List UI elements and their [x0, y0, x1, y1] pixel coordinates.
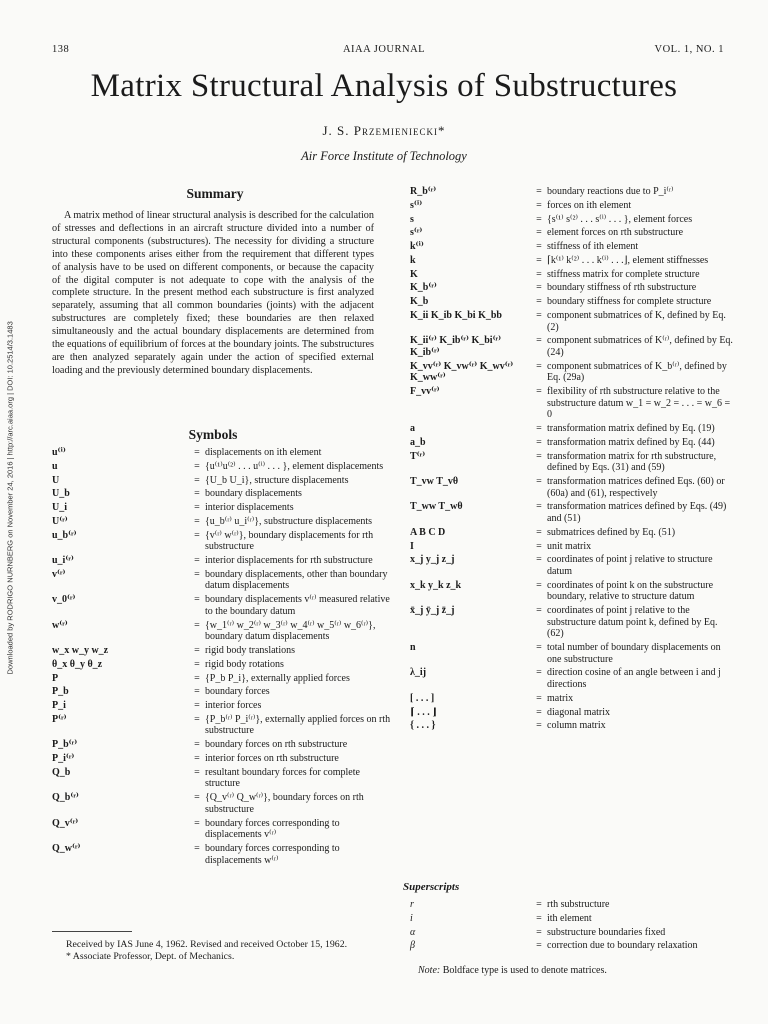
symbols-table-left: [52, 447, 391, 868]
symbol-row: [52, 447, 391, 461]
equals-sign: =: [536, 254, 542, 266]
paper-title: Matrix Structural Analysis of Substructures: [90, 68, 678, 104]
symbol-term: u⁽ⁱ⁾: [52, 447, 66, 458]
symbol-term: v⁽ʳ⁾: [52, 568, 66, 580]
equals-sign: =: [194, 753, 200, 765]
symbol-definition: boundary displacements, other than boundary datum displacements: [205, 568, 388, 592]
symbol-row: [410, 310, 733, 335]
equals-sign: =: [536, 667, 542, 679]
equals-sign: =: [536, 605, 542, 617]
symbol-definition: transformation matrix defined by Eq. (44): [547, 436, 715, 448]
symbol-row: [52, 792, 391, 817]
symbol-term: K_b: [410, 296, 429, 308]
symbol-row: [52, 700, 391, 714]
symbol-row: [52, 767, 391, 792]
equals-sign: =: [194, 447, 200, 458]
symbol-term: x̄_j ȳ_j z̄_j: [410, 605, 455, 617]
symbol-definition: component submatrices of K, defined by Eq. (2): [547, 310, 726, 333]
summary-heading: Summary: [186, 186, 244, 201]
symbol-row: [410, 282, 733, 296]
equals-sign: =: [536, 360, 542, 372]
equals-sign: =: [536, 436, 542, 448]
symbol-row: [52, 659, 391, 673]
symbol-row: [410, 255, 733, 269]
symbol-term: P⁽ʳ⁾: [52, 713, 67, 725]
symbol-definition: component submatrices of K_b⁽ʳ⁾, defined by Eq. (29a): [547, 360, 727, 384]
symbol-term: P_i⁽ʳ⁾: [52, 753, 75, 765]
symbol-term: K_vv⁽ʳ⁾ K_vw⁽ʳ⁾ K_wv⁽ʳ⁾ K_ww⁽ʳ⁾: [410, 360, 514, 384]
equals-sign: =: [536, 579, 542, 591]
symbol-term: u_b⁽ʳ⁾: [52, 529, 77, 541]
symbol-definition: ⌈k⁽¹⁾ k⁽²⁾ . . . k⁽ⁱ⁾ . . .⌋, element stiffnesses: [547, 254, 709, 266]
equals-sign: =: [194, 644, 200, 656]
symbol-definition: coordinates of point j relative to structure datum: [547, 554, 713, 577]
equals-sign: =: [194, 658, 200, 670]
symbol-row: [52, 516, 391, 530]
equals-sign: =: [536, 501, 542, 513]
symbol-definition: boundary reactions due to P_i⁽ʳ⁾: [547, 186, 674, 197]
symbol-term: β: [410, 940, 415, 952]
equals-sign: =: [536, 692, 542, 704]
symbol-row: [410, 214, 733, 228]
symbol-term: R_b⁽ʳ⁾: [410, 186, 437, 197]
equals-sign: =: [194, 594, 200, 606]
symbol-term: [ . . . ]: [410, 692, 435, 704]
symbol-term: s⁽ʳ⁾: [410, 227, 423, 239]
symbol-row: [410, 451, 733, 476]
symbol-definition: boundary displacements: [205, 488, 302, 500]
author-name: J. S. Przemieniecki*: [322, 123, 446, 138]
superscript-row: [410, 927, 733, 941]
symbol-term: U⁽ʳ⁾: [52, 515, 68, 527]
symbol-term: v_0⁽ʳ⁾: [52, 594, 76, 606]
symbol-term: w⁽ʳ⁾: [52, 619, 68, 631]
symbol-term: T⁽ʳ⁾: [410, 450, 426, 462]
symbol-definition: boundary forces corresponding to displacements w⁽ʳ⁾: [205, 842, 340, 866]
symbol-row: [52, 555, 391, 569]
equals-sign: =: [194, 817, 200, 829]
author-affiliation: Air Force Institute of Technology: [301, 149, 467, 163]
equals-sign: =: [194, 619, 200, 631]
symbol-term: K_ii⁽ʳ⁾ K_ib⁽ʳ⁾ K_bi⁽ʳ⁾ K_ib⁽ʳ⁾: [410, 335, 502, 358]
page-number: 138: [52, 44, 70, 55]
symbol-definition: correction due to boundary relaxation: [547, 940, 698, 952]
symbol-term: i: [410, 912, 413, 924]
note-text: Boldface type is used to denote matrices.: [442, 965, 607, 976]
equals-sign: =: [536, 199, 542, 211]
symbol-term: w_x w_y w_z: [52, 644, 109, 656]
symbol-row: [410, 580, 733, 605]
symbol-row: [410, 386, 733, 423]
footnotes: [52, 939, 374, 963]
symbol-term: r: [410, 899, 414, 910]
symbol-definition: transformation matrix defined by Eq. (19): [547, 423, 715, 435]
symbol-definition: displacements on ith element: [205, 447, 322, 458]
symbol-definition: rigid body rotations: [205, 658, 284, 670]
symbol-row: [410, 296, 733, 310]
equals-sign: =: [194, 529, 200, 541]
symbol-term: Q_w⁽ʳ⁾: [52, 842, 81, 854]
symbol-row: [410, 200, 733, 214]
equals-sign: =: [536, 706, 542, 718]
symbol-definition: element forces on rth substructure: [547, 227, 684, 239]
symbol-row: [52, 645, 391, 659]
equals-sign: =: [194, 686, 200, 698]
symbol-definition: {U_b U_i}, structure displacements: [205, 474, 349, 486]
equals-sign: =: [194, 460, 200, 472]
symbol-row: [410, 642, 733, 667]
symbol-definition: interior displacements: [205, 502, 294, 514]
symbol-term: n: [410, 642, 416, 654]
symbols-table-right: [410, 186, 733, 734]
equals-sign: =: [536, 310, 542, 322]
symbols-heading: Symbols: [188, 427, 238, 442]
note-label: Note:: [418, 965, 441, 976]
symbol-row: [410, 227, 733, 241]
symbol-row: [410, 423, 733, 437]
superscripts-table: [410, 899, 733, 954]
superscript-row: [410, 940, 733, 954]
symbol-row: [52, 569, 391, 594]
symbol-term: P_b: [52, 686, 69, 698]
symbol-term: I: [410, 540, 414, 552]
equals-sign: =: [536, 912, 542, 924]
equals-sign: =: [194, 766, 200, 778]
symbol-definition: transformation matrices defined Eqs. (60) or (60a) and (61), respectively: [547, 476, 725, 499]
symbol-term: P: [52, 672, 59, 684]
symbol-row: [52, 475, 391, 489]
footnote-received: Received by IAS June 4, 1962. Revised and received October 15, 1962.: [66, 939, 348, 950]
symbol-term: U: [52, 474, 60, 486]
symbol-definition: flexibility of rth substructure relative to the substructure datum w_1 = w_2 = . . . = w_6 = 0: [547, 386, 731, 421]
symbol-definition: {u_b⁽ʳ⁾ u_i⁽ʳ⁾}, substructure displacements: [205, 515, 373, 527]
symbol-term: θ_x θ_y θ_z: [52, 658, 103, 670]
equals-sign: =: [536, 282, 542, 294]
summary-body: A matrix method of linear structural analysis is described for the calculation of stresses and deflections in an aircraft structure divided into a number of structural components (substructures). The necessity for dividing a structure into these components arises either from the requirement that different types of analysis have to be used on different components, or because the capacity of the digital computer is not adequate to cope with the analysis of the complete structure. In the present method each substructure is first analyzed separately, assuming that all common boundaries (joints) with the adjacent substructures are completely fixed; these boundaries are then relaxed simultaneously and the actual boundary displacements are determined from the equations of equilibrium of forces at the boundary joints. The substructures are then analyzed separately again under the action of specified external loading and the previously determined boundary displacements.: [52, 210, 374, 376]
equals-sign: =: [194, 739, 200, 751]
symbol-definition: boundary stiffness for complete structure: [547, 296, 712, 308]
equals-sign: =: [194, 502, 200, 514]
symbol-term: T_vw T_vθ: [410, 476, 459, 488]
superscript-row: [410, 913, 733, 927]
symbol-definition: transformation matrices defined by Eqs. (49) and (51): [547, 501, 727, 525]
symbol-term: U_i: [52, 502, 67, 514]
symbol-term: s: [410, 213, 414, 225]
volume-issue: VOL. 1, NO. 1: [654, 44, 724, 55]
equals-sign: =: [194, 700, 200, 712]
equals-sign: =: [536, 423, 542, 435]
symbol-definition: transformation matrix for rth substructure, defined by Eqs. (31) and (59): [547, 450, 717, 474]
equals-sign: =: [536, 926, 542, 938]
equals-sign: =: [536, 540, 542, 552]
symbol-row: [410, 541, 733, 555]
equals-sign: =: [194, 488, 200, 500]
symbol-row: [410, 554, 733, 579]
equals-sign: =: [536, 899, 542, 910]
symbol-row: [52, 843, 391, 868]
equals-sign: =: [536, 642, 542, 654]
symbol-definition: {P_b⁽ʳ⁾ P_i⁽ʳ⁾}, externally applied forces on rth substructure: [205, 713, 391, 737]
symbol-definition: stiffness of ith element: [547, 241, 639, 253]
equals-sign: =: [194, 842, 200, 854]
equals-sign: =: [536, 940, 542, 952]
symbol-term: { . . . }: [410, 720, 436, 732]
symbol-definition: column matrix: [547, 720, 606, 732]
symbol-term: Q_v⁽ʳ⁾: [52, 817, 79, 829]
symbol-term: P_b⁽ʳ⁾: [52, 739, 78, 751]
notation-note: [418, 965, 607, 976]
symbol-row: [410, 335, 733, 360]
symbol-definition: {w_1⁽ʳ⁾ w_2⁽ʳ⁾ w_3⁽ʳ⁾ w_4⁽ʳ⁾ w_5⁽ʳ⁾ w_6⁽ʳ⁾}, boundary datum displacements: [205, 619, 376, 643]
equals-sign: =: [536, 241, 542, 253]
symbol-definition: boundary displacements v⁽ʳ⁾ measured relative to the boundary datum: [205, 594, 390, 617]
symbol-term: Q_b: [52, 766, 71, 778]
symbol-definition: ith element: [547, 912, 592, 924]
symbol-definition: total number of boundary displacements on one substructure: [547, 642, 721, 665]
symbol-definition: interior displacements for rth substructure: [205, 555, 373, 567]
symbol-term: s⁽ⁱ⁾: [410, 199, 423, 211]
symbol-term: T_ww T_wθ: [410, 501, 463, 513]
symbol-row: [410, 476, 733, 501]
symbol-term: u_i⁽ʳ⁾: [52, 555, 74, 567]
symbol-definition: substructure boundaries fixed: [547, 926, 666, 938]
symbol-definition: boundary stiffness of rth substructure: [547, 282, 697, 294]
symbol-definition: submatrices defined by Eq. (51): [547, 526, 676, 538]
footnote-rule: [52, 931, 132, 932]
equals-sign: =: [194, 713, 200, 725]
symbol-row: [52, 620, 391, 645]
symbol-term: ⌈ . . . ⌋: [410, 706, 437, 718]
symbol-term: K: [410, 268, 418, 280]
symbol-row: [410, 186, 733, 200]
symbol-term: u: [52, 460, 58, 472]
download-watermark: Downloaded by RODRIGO NURNBERG on November 24, 2016 | http://arc.aiaa.org | DOI: 10.2514/3.1483: [5, 321, 15, 675]
symbol-row: [410, 241, 733, 255]
equals-sign: =: [536, 476, 542, 488]
symbol-definition: rigid body translations: [205, 644, 295, 656]
symbol-definition: resultant boundary forces for complete structure: [205, 766, 360, 790]
equals-sign: =: [536, 296, 542, 308]
equals-sign: =: [536, 526, 542, 538]
symbol-definition: direction cosine of an angle between i and j directions: [547, 667, 721, 691]
symbol-definition: boundary forces: [205, 686, 270, 698]
symbol-row: [52, 502, 391, 516]
symbol-row: [52, 818, 391, 843]
symbol-term: α: [410, 926, 416, 938]
symbol-row: [52, 530, 391, 555]
footnote-author: * Associate Professor, Dept. of Mechanics.: [66, 951, 235, 962]
symbol-definition: coordinates of point k on the substructure boundary, relative to structure datum: [547, 579, 714, 603]
equals-sign: =: [194, 672, 200, 684]
symbol-term: K_b⁽ʳ⁾: [410, 282, 437, 294]
equals-sign: =: [194, 515, 200, 527]
symbol-definition: boundary forces corresponding to displacements v⁽ʳ⁾: [205, 817, 340, 841]
symbol-definition: {s⁽¹⁾ s⁽²⁾ . . . s⁽ⁱ⁾ . . . }, element forces: [547, 213, 693, 225]
symbol-row: [410, 269, 733, 283]
symbol-term: P_i: [52, 700, 66, 712]
equals-sign: =: [194, 568, 200, 580]
symbol-term: λ_ij: [410, 667, 427, 679]
symbol-term: U_b: [52, 488, 70, 500]
symbol-row: [410, 527, 733, 541]
symbol-definition: boundary forces on rth substructure: [205, 739, 348, 751]
equals-sign: =: [536, 335, 542, 347]
equals-sign: =: [536, 720, 542, 732]
symbol-definition: interior forces: [205, 700, 262, 712]
symbol-definition: stiffness matrix for complete structure: [547, 268, 700, 280]
symbol-row: [410, 707, 733, 721]
symbol-row: [52, 714, 391, 739]
symbol-term: a_b: [410, 436, 426, 448]
symbol-term: x_k y_k z_k: [410, 579, 462, 591]
symbol-definition: component submatrices of K⁽ʳ⁾, defined by Eq. (24): [547, 335, 733, 358]
symbol-definition: diagonal matrix: [547, 706, 611, 718]
symbol-definition: coordinates of point j relative to the substructure datum point k, defined by Eq. (62): [547, 605, 718, 640]
symbol-term: k: [410, 254, 416, 266]
equals-sign: =: [536, 450, 542, 462]
symbol-row: [410, 605, 733, 642]
symbol-row: [410, 437, 733, 451]
symbol-definition: {u⁽¹⁾u⁽²⁾ . . . u⁽ⁱ⁾ . . . }, element displacements: [205, 460, 384, 472]
equals-sign: =: [536, 386, 542, 398]
symbol-row: [410, 501, 733, 526]
symbol-term: F_vv⁽ʳ⁾: [410, 386, 440, 398]
superscript-row: [410, 899, 733, 913]
equals-sign: =: [536, 186, 542, 197]
equals-sign: =: [536, 268, 542, 280]
equals-sign: =: [536, 554, 542, 566]
symbol-row: [410, 361, 733, 386]
symbol-row: [52, 488, 391, 502]
symbol-definition: {v⁽ʳ⁾ w⁽ʳ⁾}, boundary displacements for rth substructure: [205, 529, 374, 553]
equals-sign: =: [536, 213, 542, 225]
symbol-row: [52, 594, 391, 619]
symbol-definition: matrix: [547, 692, 574, 704]
symbol-definition: {P_b P_i}, externally applied forces: [205, 672, 350, 684]
superscripts-heading: Superscripts: [403, 881, 460, 893]
symbol-row: [52, 461, 391, 475]
symbol-term: k⁽ⁱ⁾: [410, 241, 424, 253]
equals-sign: =: [194, 555, 200, 567]
symbol-definition: rth substructure: [547, 899, 610, 910]
equals-sign: =: [194, 474, 200, 486]
journal-name: AIAA JOURNAL: [342, 44, 426, 55]
symbol-term: K_ii K_ib K_bi K_bb: [410, 310, 502, 322]
symbol-definition: unit matrix: [547, 540, 592, 552]
symbol-definition: interior forces on rth substructure: [205, 753, 339, 765]
symbol-term: A B C D: [410, 526, 446, 538]
symbol-definition: forces on ith element: [547, 199, 632, 211]
symbol-row: [52, 739, 391, 753]
symbol-term: a: [410, 423, 415, 435]
symbol-row: [52, 753, 391, 767]
symbol-row: [410, 693, 733, 707]
symbol-term: Q_b⁽ʳ⁾: [52, 792, 79, 804]
symbol-term: x_j y_j z_j: [410, 554, 455, 566]
equals-sign: =: [536, 227, 542, 239]
symbol-row: [52, 673, 391, 687]
symbol-row: [410, 667, 733, 692]
symbol-row: [410, 720, 733, 734]
symbol-definition: {Q_v⁽ʳ⁾ Q_w⁽ʳ⁾}, boundary forces on rth substructure: [205, 792, 364, 815]
equals-sign: =: [194, 792, 200, 804]
symbol-row: [52, 686, 391, 700]
